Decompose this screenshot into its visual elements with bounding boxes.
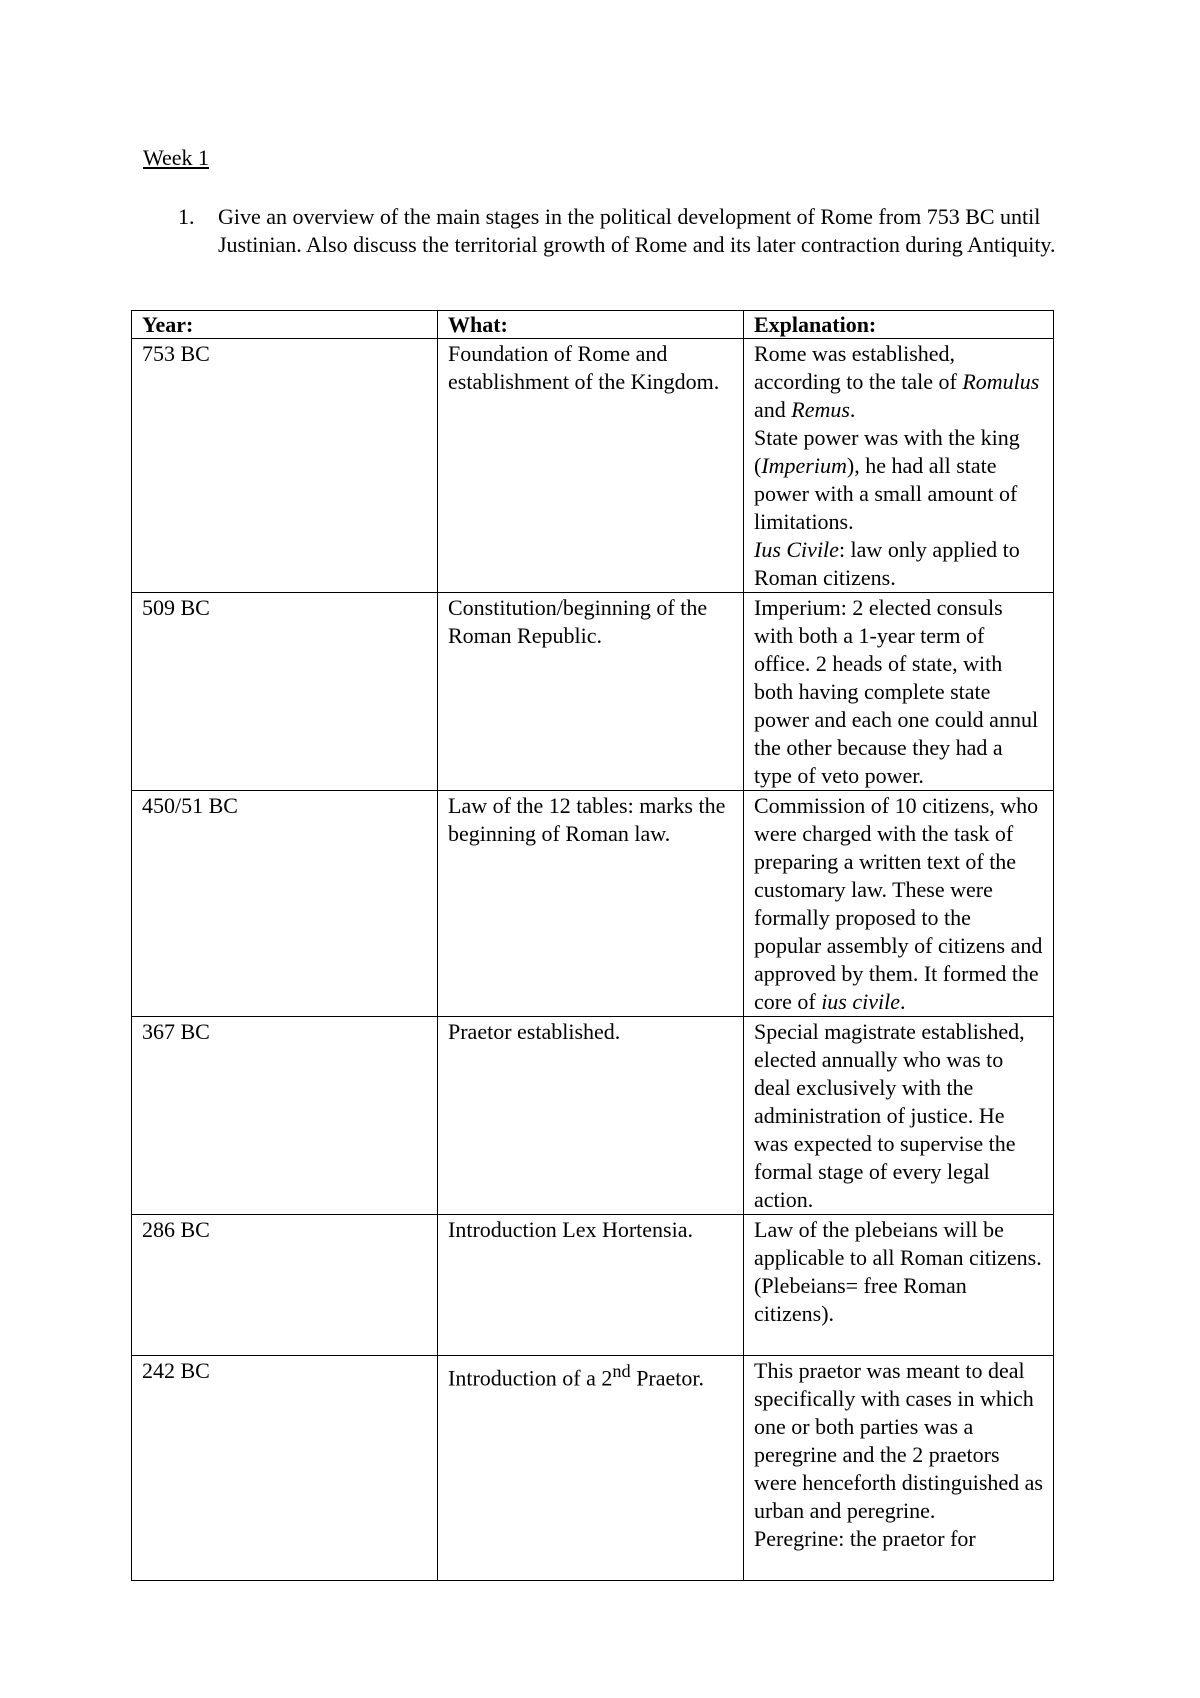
- header-year: Year:: [132, 311, 438, 339]
- cell-what: Introduction Lex Hortensia.: [438, 1215, 744, 1356]
- cell-year: 242 BC: [132, 1356, 438, 1581]
- text-run: ), he had all state power with a small amount of limitations.: [754, 453, 1018, 534]
- italic-run: Ius Civile: [754, 537, 839, 562]
- table-row: [132, 339, 1054, 593]
- timeline-table: [131, 310, 1054, 1581]
- text-run: .: [900, 989, 906, 1014]
- cell-explanation: [744, 1215, 1054, 1356]
- text-run: Rome was established, according to the tale of: [754, 341, 963, 394]
- cell-year: 753 BC: [132, 339, 438, 593]
- cell-what: Law of the 12 tables: marks the beginning of Roman law.: [438, 791, 744, 1017]
- text-run: Praetor.: [630, 1365, 705, 1391]
- cell-year: 509 BC: [132, 593, 438, 791]
- cell-year: 286 BC: [132, 1215, 438, 1356]
- cell-what: Praetor established.: [438, 1017, 744, 1215]
- text-run: State power was with the king (: [754, 425, 1020, 478]
- explanation-paragraph: [754, 424, 1043, 536]
- table-row: [132, 1017, 1054, 1215]
- cell-what: Foundation of Rome and establishment of the Kingdom.: [438, 339, 744, 593]
- explanation-paragraph: Peregrine: the praetor for: [754, 1526, 976, 1551]
- table-row: [132, 1215, 1054, 1356]
- question-text: Give an overview of the main stages in the political development of Rome from 753 BC until Justinian. Also discuss the territorial growth of Rome and its later contraction during Antiquity.: [218, 204, 1056, 257]
- question-number: 1.: [178, 204, 195, 229]
- italic-run: ius civile: [821, 989, 900, 1014]
- italic-run: Imperium: [761, 453, 847, 478]
- text-run: Introduction of a 2: [448, 1365, 613, 1391]
- explanation-paragraph: (Plebeians= free Roman citizens).: [754, 1273, 967, 1326]
- superscript: nd: [612, 1361, 631, 1381]
- cell-explanation: Special magistrate established, elected annually who was to deal exclusively with the administration of justice. He was expected to supervise the formal stage of every legal action.: [744, 1017, 1054, 1215]
- header-what: What:: [438, 311, 744, 339]
- explanation-paragraph: [754, 340, 1043, 424]
- table-row: [132, 1356, 1054, 1581]
- text-run: .: [849, 397, 856, 422]
- table-row: [132, 791, 1054, 1017]
- cell-explanation: Imperium: 2 elected consuls with both a 1-year term of office. 2 heads of state, with both having complete state power and each one could annul the other because they had a type of veto power.: [744, 593, 1054, 791]
- italic-run: Remus: [791, 397, 850, 422]
- explanation-paragraph: Law of the plebeians will be applicable to all Roman citizens.: [754, 1217, 1042, 1270]
- table-header-row: [132, 311, 1054, 339]
- text-run: Commission of 10 citizens, who were charged with the task of preparing a written text of the customary law. These were formally proposed to the popular assembly of citizens and approved by them. It formed the core of: [754, 793, 1043, 1014]
- table-row: [132, 593, 1054, 791]
- cell-what: [438, 1356, 744, 1581]
- text-run: and: [754, 397, 792, 422]
- explanation-paragraph: [754, 536, 1043, 592]
- cell-explanation: [744, 339, 1054, 593]
- cell-year: 450/51 BC: [132, 791, 438, 1017]
- explanation-paragraph: This praetor was meant to deal specifically with cases in which one or both parties was a peregrine and the 2 praetors were henceforth distinguished as urban and peregrine.: [754, 1358, 1043, 1523]
- header-explanation: Explanation:: [744, 311, 1054, 339]
- italic-run: Romulus: [962, 369, 1040, 394]
- text-run: : law only applied to Roman citizens.: [754, 537, 1020, 590]
- week-heading: Week 1: [143, 145, 210, 170]
- cell-explanation: [744, 1356, 1054, 1581]
- cell-what: Constitution/beginning of the Roman Republic.: [438, 593, 744, 791]
- cell-year: 367 BC: [132, 1017, 438, 1215]
- cell-explanation: [744, 791, 1054, 1017]
